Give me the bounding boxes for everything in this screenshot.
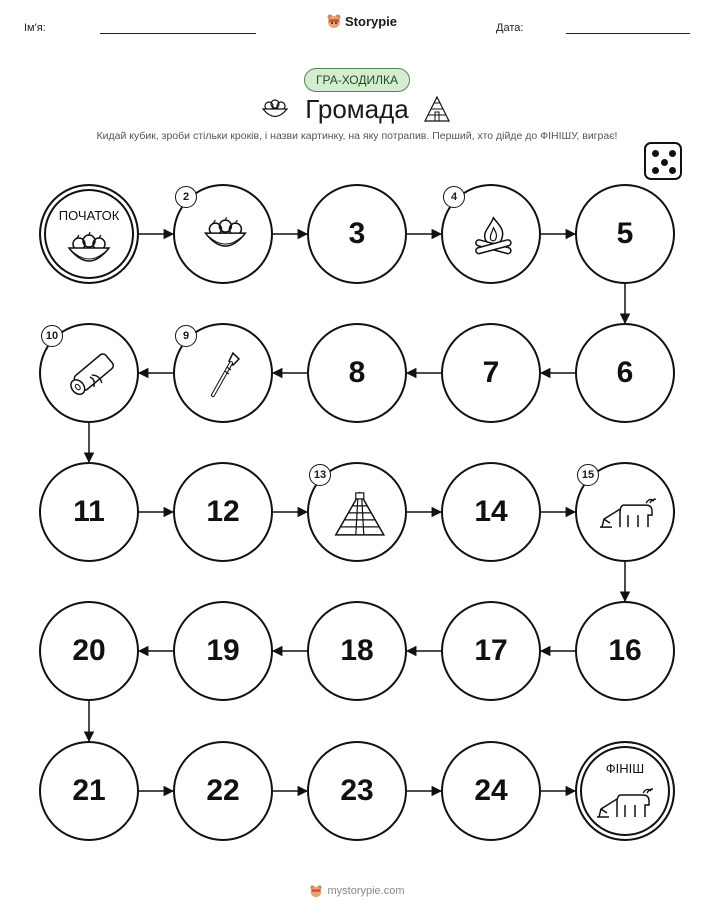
number-space: [307, 323, 407, 423]
space-number: 21: [72, 774, 106, 807]
space-number-badge: 4: [443, 186, 465, 208]
number-space: [307, 601, 407, 701]
space-number: 22: [206, 774, 240, 807]
number-space: [441, 462, 541, 562]
space-number: 6: [616, 356, 634, 389]
start-space: [39, 184, 139, 284]
name-label: Ім'я:: [24, 22, 46, 34]
number-space: [575, 323, 675, 423]
footer: [0, 884, 714, 898]
bowl-of-fruit-icon: [65, 230, 113, 275]
date-label: Дата:: [496, 22, 524, 34]
space-number: 8: [348, 356, 366, 389]
space-number-badge: 10: [41, 325, 63, 347]
space-number-badge: 2: [175, 186, 197, 208]
space-number-badge: 9: [175, 325, 197, 347]
pyramid-icon: [332, 489, 388, 544]
space-number: 14: [474, 495, 508, 528]
space-number: 16: [608, 634, 642, 667]
page-title: Громада: [305, 94, 409, 124]
space-number-badge: 13: [309, 464, 331, 486]
number-space: [39, 601, 139, 701]
game-type-badge: ГРА-ХОДИЛКА: [304, 68, 410, 92]
number-space: [575, 184, 675, 284]
spear-icon: [205, 349, 245, 406]
space-number: 11: [73, 495, 105, 528]
space-number: 3: [348, 217, 366, 250]
space-number: 5: [616, 217, 634, 250]
bowl-of-fruit-icon: [201, 215, 249, 260]
number-space: [307, 184, 407, 284]
space-number: 19: [206, 634, 240, 667]
number-space: [441, 741, 541, 841]
number-space: [307, 741, 407, 841]
campfire-icon: [469, 212, 517, 265]
space-number: 7: [482, 356, 500, 389]
footer-url: mystorypie.com: [327, 885, 405, 897]
pyramid-icon: [422, 94, 452, 124]
number-space: [441, 323, 541, 423]
number-space: [575, 601, 675, 701]
dice-five-icon: [644, 142, 682, 180]
number-space: [173, 601, 273, 701]
number-space: [39, 462, 139, 562]
instructions-text: Кидай кубик, зроби стільки кроків, і назви картинку, на яку потрапив. Перший, хто дійде до ФІНІШУ, виграє!: [96, 130, 618, 142]
finish-space: [575, 741, 675, 841]
number-space: [173, 741, 273, 841]
scroll-icon: [64, 349, 120, 406]
brand-name: Storypie: [345, 13, 398, 29]
brand-logo: [326, 13, 397, 29]
space-number-badge: 15: [577, 464, 599, 486]
bowl-of-fruit-icon: [260, 94, 290, 124]
finish-label: ФІНІШ: [605, 761, 645, 776]
space-number: 24: [474, 774, 508, 807]
ox-plow-icon: [595, 783, 655, 828]
space-number: 12: [206, 495, 240, 528]
number-space: [39, 741, 139, 841]
number-space: [441, 601, 541, 701]
name-field[interactable]: [100, 33, 256, 34]
space-number: 20: [72, 634, 106, 667]
start-label: ПОЧАТОК: [58, 208, 120, 223]
storypie-bear-icon: [309, 884, 323, 898]
space-number: 18: [340, 634, 374, 667]
date-field[interactable]: [566, 33, 690, 34]
ox-plow-icon: [598, 493, 658, 538]
number-space: [173, 462, 273, 562]
space-number: 17: [474, 634, 508, 667]
storypie-bear-icon: [326, 13, 342, 29]
space-number: 23: [340, 774, 374, 807]
